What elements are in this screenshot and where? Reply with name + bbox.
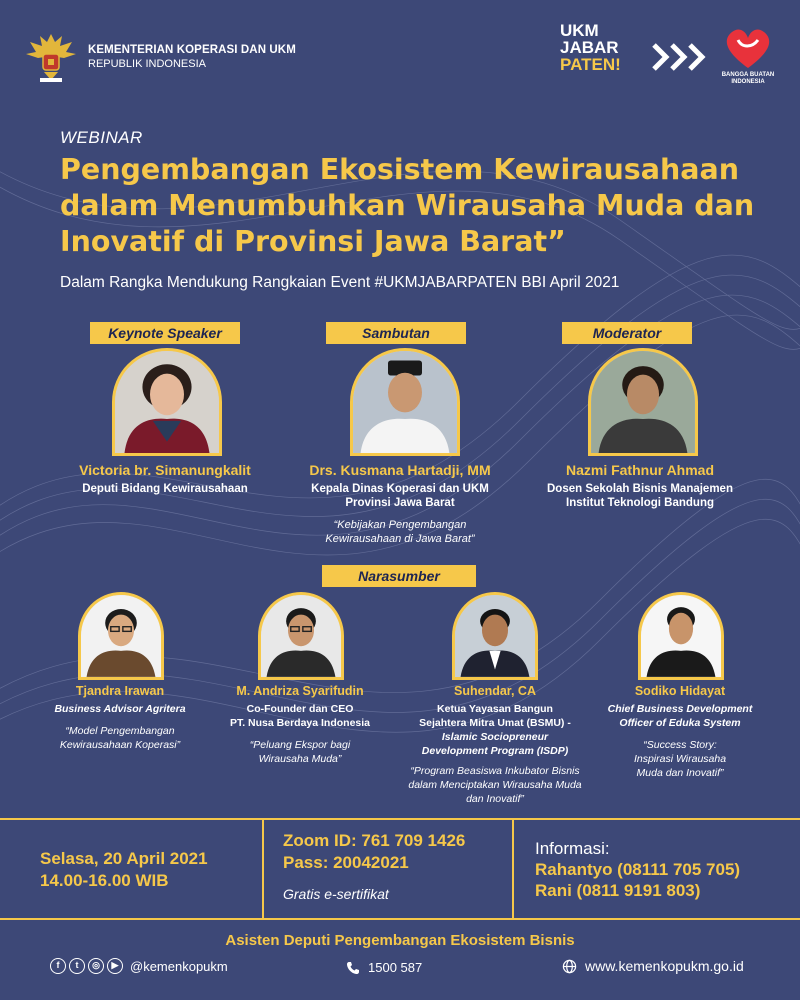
ukm-line1: UKM <box>560 21 599 40</box>
portrait-man-glasses-icon <box>261 595 341 677</box>
speaker-role-line: Islamic Sociopreneur <box>441 731 549 743</box>
info-label: Informasi: <box>535 839 610 858</box>
event-title <box>60 152 780 260</box>
keynote-label: Keynote Speaker <box>90 322 240 344</box>
speaker-topic-line: “Success Story: <box>643 739 717 751</box>
portrait-man-icon <box>641 595 721 677</box>
website-link[interactable]: www.kemenkopukm.go.id <box>585 958 744 974</box>
speaker-role-line: Development Program (ISDP) <box>421 745 569 757</box>
speaker-role <box>20 702 220 716</box>
event-date: Selasa, 20 April 2021 <box>40 849 208 868</box>
speaker-topic-line: dalam Menciptakan Wirausaha Muda <box>408 779 582 791</box>
speaker-role <box>275 482 525 510</box>
speaker-name: Sodiko Hidayat <box>634 684 726 698</box>
speaker-topic-line: Kewirausahaan di Jawa Barat” <box>325 533 475 545</box>
phone-icon <box>346 961 360 975</box>
speaker-role-line: Provinsi Jawa Barat <box>345 497 455 509</box>
speaker-role-line: Sejahtera Mitra Umat (BSMU) - <box>419 717 571 729</box>
instagram-icon[interactable]: ◎ <box>88 958 104 974</box>
contact-1[interactable]: Rahantyo (08111 705 705) <box>535 860 741 879</box>
speaker-role <box>40 482 290 496</box>
facebook-icon[interactable]: f <box>50 958 66 974</box>
social-links <box>50 958 228 974</box>
title-line1: Pengembangan Ekosistem Kewirausahaan <box>60 153 740 186</box>
moderator-label: Moderator <box>562 322 692 344</box>
certificate-note: Gratis e-sertifikat <box>283 886 389 902</box>
speaker-name: Tjandra Irawan <box>75 684 165 698</box>
speaker-name: M. Andriza Syarifudin <box>236 684 364 698</box>
speaker-role <box>580 702 780 730</box>
speaker-name: Suhendar, CA <box>454 684 536 698</box>
bangga-buatan-indonesia-logo <box>716 22 780 92</box>
speaker-role <box>390 702 600 758</box>
social-handle[interactable]: @kemenkopukm <box>130 958 228 974</box>
globe-icon <box>562 959 577 974</box>
heart-logo-icon <box>716 22 780 72</box>
speaker-topic-line: Wirausaha Muda” <box>258 753 342 765</box>
speaker-name: Nazmi Fathnur Ahmad <box>565 462 715 478</box>
event-type: WEBINAR <box>60 128 143 147</box>
portrait-woman-icon <box>115 351 219 453</box>
contact-2[interactable]: Rani (0811 9191 803) <box>535 881 701 900</box>
speaker-topic-line: Kewirausahaan Koperasi” <box>59 739 181 751</box>
speaker-role-line: Institut Teknologi Bandung <box>566 497 714 509</box>
speaker-name: Victoria br. Simanungkalit <box>79 462 251 478</box>
speaker-topic <box>20 724 220 752</box>
youtube-icon[interactable]: ▶ <box>107 958 123 974</box>
speaker-topic <box>200 738 400 766</box>
title-line2: dalam Menumbuhkan Wirausaha Muda dan <box>60 189 755 222</box>
ministry-logo-block <box>22 28 296 86</box>
ministry-line2: REPUBLIK INDONESIA <box>88 58 206 70</box>
photo-sodiko <box>638 592 724 680</box>
twitter-icon[interactable]: t <box>69 958 85 974</box>
speaker-role <box>200 702 400 730</box>
narasumber-label: Narasumber <box>322 565 476 587</box>
portrait-man-suit-icon <box>455 595 535 677</box>
photo-suhendar <box>452 592 538 680</box>
speaker-topic <box>580 738 780 780</box>
speaker-role-line: Deputi Bidang Kewirausahaan <box>82 483 248 495</box>
triple-arrow-icon <box>650 40 710 74</box>
speaker-topic-line: “Program Beasiswa Inkubator Bisnis <box>410 765 580 777</box>
speaker-role-line: Chief Business Development <box>607 703 753 715</box>
photo-tjandra <box>78 592 164 680</box>
bbi-text: BANGGA BUATAN INDONESIA <box>721 72 775 85</box>
portrait-man-peci-icon <box>353 351 457 453</box>
info-divider <box>262 818 264 920</box>
speaker-role-line: Co-Founder dan CEO <box>246 703 354 715</box>
speaker-topic-line: Inspirasi Wirausaha <box>633 753 727 765</box>
sambutan-label: Sambutan <box>326 322 466 344</box>
photo-andriza <box>258 592 344 680</box>
speaker-topic <box>275 518 525 546</box>
phone-block <box>346 960 422 975</box>
speaker-role-line: Kepala Dinas Koperasi dan UKM <box>311 483 489 495</box>
event-time: 14.00-16.00 WIB <box>40 871 169 890</box>
phone-number[interactable]: 1500 587 <box>368 960 423 975</box>
ministry-line1: KEMENTERIAN KOPERASI DAN UKM <box>88 44 296 56</box>
photo-kusmana <box>350 348 460 456</box>
event-subtitle: Dalam Rangka Mendukung Rangkaian Event #UKMJABARPATEN BBI April 2021 <box>60 274 620 291</box>
ukm-line2: JABAR <box>560 38 619 57</box>
contact-block <box>535 838 740 901</box>
zoom-pass: Pass: 20042021 <box>283 853 409 872</box>
speaker-topic-line: “Peluang Ekspor bagi <box>249 739 351 751</box>
portrait-man-glasses-icon <box>81 595 161 677</box>
speaker-role-line: Ketua Yayasan Bangun <box>437 703 553 715</box>
speaker-role-line: Officer of Eduka System <box>619 717 741 729</box>
zoom-block <box>283 830 465 874</box>
speaker-role-line: Dosen Sekolah Bisnis Manajemen <box>547 483 733 495</box>
photo-victoria <box>112 348 222 456</box>
zoom-id[interactable]: Zoom ID: 761 709 1426 <box>283 831 466 850</box>
speaker-topic-line: dan Inovatif” <box>466 793 524 805</box>
speaker-role-line: PT. Nusa Berdaya Indonesia <box>229 717 371 729</box>
speaker-topic-line: Muda dan Inovatif” <box>636 767 724 779</box>
speaker-name: Drs. Kusmana Hartadji, MM <box>309 462 491 478</box>
photo-nazmi <box>588 348 698 456</box>
website-block <box>562 958 744 974</box>
speaker-topic-line: “Kebijakan Pengembangan <box>333 519 467 531</box>
ukm-jabar-paten-logo <box>560 22 621 73</box>
portrait-man-icon <box>591 351 695 453</box>
organizer: Asisten Deputi Pengembangan Ekosistem Bisnis <box>225 932 575 949</box>
speaker-topic <box>380 764 610 806</box>
speaker-topic-line: “Model Pengembangan <box>65 725 175 737</box>
ministry-name <box>88 43 296 71</box>
info-divider <box>512 818 514 920</box>
speaker-role-line: Business Advisor Agritera <box>54 703 186 715</box>
garuda-emblem-icon <box>22 28 80 86</box>
ukm-line3: PATEN! <box>560 55 621 74</box>
speaker-role <box>515 482 765 510</box>
title-line3: Inovatif di Provinsi Jawa Barat” <box>60 225 566 258</box>
event-date-block <box>40 848 208 892</box>
